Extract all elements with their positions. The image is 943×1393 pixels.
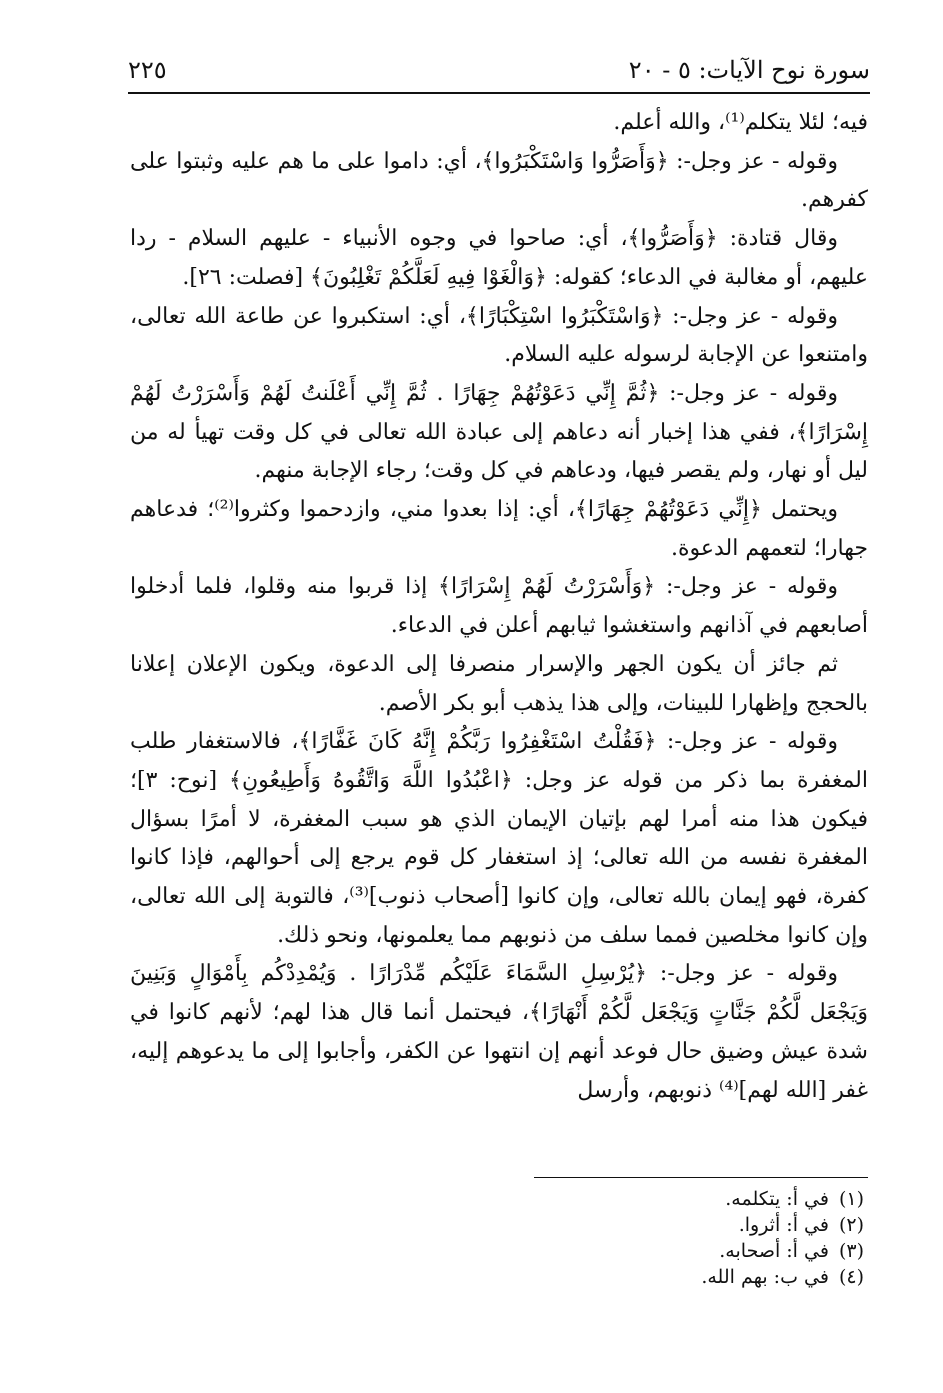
paragraph: وقوله - عز وجل-: ﴿وَأَصَرُّوا وَاسْتَكْبَرُوا﴾، أي: داموا على ما هم عليه وثبتوا على كفرهم. <box>130 148 868 213</box>
paragraph: وقال قتادة: ﴿وَأَصَرُّوا﴾، أي: صاحوا في وجوه الأنبياء - عليهم السلام - ردا عليهم، أو مغالبة في الدعاء؛ كقوله: ﴿وَالْغَوْا فِيهِ لَعَلَّكُمْ تَغْلِبُونَ﴾ [فصلت: ٢٦]. <box>130 226 868 290</box>
page-header <box>128 46 870 86</box>
running-title: سورة نوح الآيات: ٥ - ٢٠ <box>628 56 870 84</box>
page-number: ٢٢٥ <box>128 56 167 84</box>
footnote-rule <box>534 1177 868 1178</box>
main-text <box>130 104 868 1110</box>
footnote-number: (٣) <box>838 1240 864 1262</box>
paragraph: وقوله - عز وجل-: ﴿فَقُلْتُ اسْتَغْفِرُوا رَبَّكُمْ إِنَّهُ كَانَ غَفَّارًا﴾، فالاستغفار طلب المغفرة بما ذكر من قوله عز وجل: ﴿اعْبُدُوا اللَّهَ وَاتَّقُوهُ وَأَطِيعُونِ﴾ [نوح: ٣]؛ فيكون هذا منه أمرا لهم بإتيان الإيمان الذي هو سبب المغفرة، لا أمرًا بسؤال المغفرة نفسه من الله تعالى؛ إذ استغفار كل قوم يرجع إلى أحوالهم، فإذا كانوا كفرة، فهو إيمان بالله تعالى، وإن كانوا [أصحاب ذنوب]⁽³⁾، فالتوبة إلى الله تعالى، وإن كانوا مخلصين فمما سلف من ذنوبهم مما يعلمونها، ونحو ذلك. <box>130 729 869 948</box>
paragraph: وقوله - عز وجل-: ﴿ثُمَّ إِنِّي دَعَوْتُهُمْ جِهَارًا . ثُمَّ إِنِّي أَعْلَنتُ لَهُمْ وَأَسْرَرْتُ لَهُمْ إِسْرَارًا﴾، ففي هذا إخبار أنه دعاهم إلى عبادة الله تعالى في كل وقت تهيأ له من ليل أو نهار، ولم يقصر فيها، ودعاهم في كل وقت؛ رجاء الإجابة منهم. <box>130 380 868 484</box>
paragraph: وقوله - عز وجل-: ﴿يُرْسِلِ السَّمَاءَ عَلَيْكُم مِّدْرَارًا . وَيُمْدِدْكُم بِأَمْوَالٍ وَبَنِينَ وَيَجْعَل لَّكُمْ جَنَّاتٍ وَيَجْعَل لَّكُمْ أَنْهَارًا﴾، فيحتمل أنما قال هذا لهم؛ لأنهم كانوا في شدة عيش وضيق حال فوعد أنهم إن انتهوا عن الكفر، وأجابوا إلى ما يدعوهم إليه، غفر [الله لهم]⁽⁴⁾ ذنوبهم، وأرسل <box>130 961 868 1103</box>
footnote-number: (٢) <box>838 1214 864 1236</box>
header-rule <box>128 92 870 94</box>
footnote-number: (٤) <box>838 1266 864 1288</box>
footnotes <box>130 1186 868 1290</box>
footnote <box>130 1186 868 1212</box>
footnote <box>130 1212 868 1238</box>
footnote-text: في أ: يتكلمه. <box>725 1188 829 1210</box>
paragraph: ويحتمل ﴿إِنِّي دَعَوْتُهُمْ جِهَارًا﴾، أي: إذا بعدوا مني، وازدحموا وكثروا⁽²⁾؛ فدعاهم جهارا؛ لتعمهم الدعوة. <box>130 497 868 561</box>
paragraph: فيه؛ لئلا يتكلم⁽¹⁾، والله أعلم. <box>613 110 868 135</box>
paragraph: وقوله - عز وجل-: ﴿وَأَسْرَرْتُ لَهُمْ إِسْرَارًا﴾ إذا قربوا منه وقلوا، فلما أدخلوا أصابعهم في آذانهم واستغشوا ثيابهم أعلن في الدعاء. <box>130 574 868 639</box>
paragraph: وقوله - عز وجل-: ﴿وَاسْتَكْبَرُوا اسْتِكْبَارًا﴾، أي: استكبروا عن طاعة الله تعالى، وامتنعوا عن الإجابة لرسوله عليه السلام. <box>130 303 868 368</box>
footnote <box>130 1238 868 1264</box>
paragraph: ثم جائز أن يكون الجهر والإسرار منصرفا إلى الدعوة، ويكون الإعلان إعلانا بالحجج وإظهارا للبينات، وإلى هذا يذهب أبو بكر الأصم. <box>130 651 868 716</box>
footnote-text: في ب: بهم الله. <box>701 1266 829 1288</box>
footnote <box>130 1264 868 1290</box>
footnote-number: (١) <box>838 1188 864 1210</box>
footnote-text: في أ: أثروا. <box>738 1214 829 1236</box>
footnote-text: في أ: أصحابه. <box>719 1240 829 1262</box>
